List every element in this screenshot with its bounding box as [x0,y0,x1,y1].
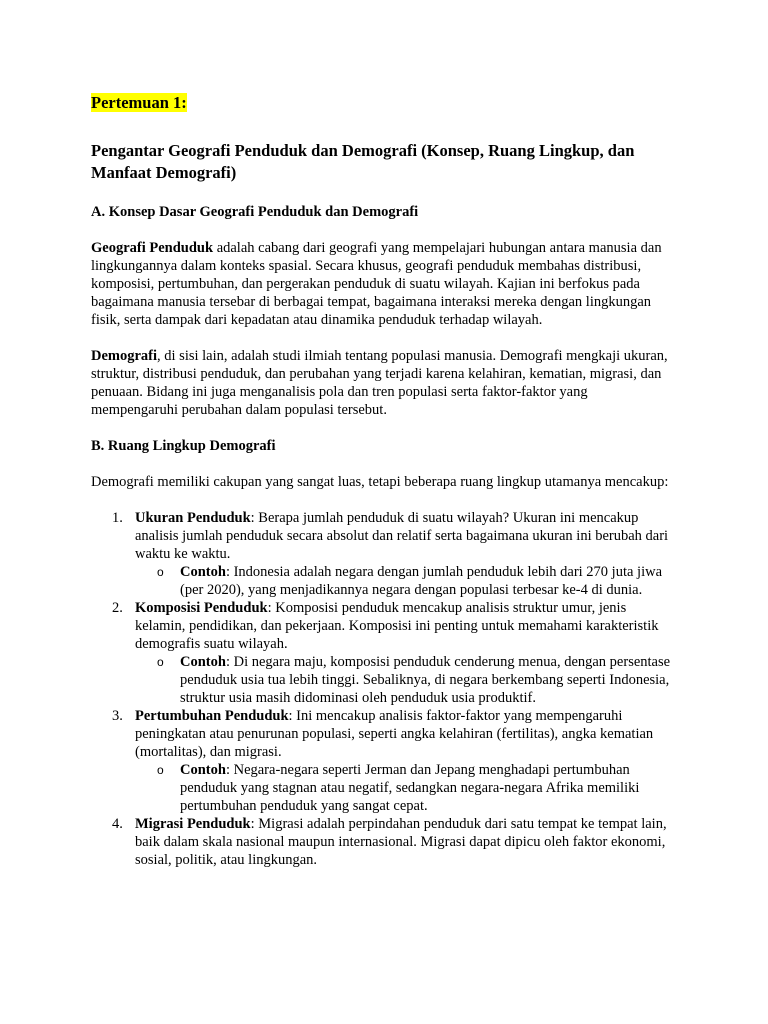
example-list [135,653,676,707]
term-demografi: Demografi [91,348,158,364]
list-item-text: : Komposisi penduduk mencakup analisis struktur umur, jenis kelamin, pendidikan, dan pekerjaan. Komposisi ini penting untuk memahami karakteristik demografis suatu wilayah. [135,600,659,652]
example-term: Contoh [180,654,226,670]
list-item-term: Pertumbuhan Penduduk [135,708,289,724]
meeting-label-highlight: Pertemuan 1: [91,93,187,112]
document-title: Pengantar Geografi Penduduk dan Demografi (Konsep, Ruang Lingkup, dan Manfaat Demografi) [91,141,635,182]
list-item [112,815,676,869]
list-item-number: 2. [112,600,123,616]
section-b-intro: Demografi memiliki cakupan yang sangat luas, tetapi beberapa ruang lingkup utamanya mencakup: [91,474,669,490]
list-item-term: Migrasi Penduduk [135,816,251,832]
term-geografi-penduduk: Geografi Penduduk [91,240,214,256]
section-a-heading: A. Konsep Dasar Geografi Penduduk dan Demografi [91,204,419,220]
example-text: : Negara-negara seperti Jerman dan Jepang menghadapi pertumbuhan penduduk yang stagnan atau negatif, sedangkan negara-negara Afrika memiliki pertumbuhan penduduk yang sangat cepat. [180,762,640,814]
example-item [157,563,676,599]
paragraph-demografi-text: , di sisi lain, adalah studi ilmiah tentang populasi manusia. Demografi mengkaji ukuran, struktur, distribusi penduduk, dan perubahan yang terjadi karena kelahiran, kematian, migrasi, dan penuaan. Bidang ini juga menganalisis pola dan tren populasi serta faktor-faktor yang mempengaruhi perubahan dalam populasi tersebut. [91,348,668,418]
example-list [135,563,676,599]
scope-list [91,509,676,869]
list-item [112,599,676,707]
section-b-heading: B. Ruang Lingkup Demografi [91,438,276,454]
bullet-icon: o [157,655,164,669]
paragraph-geografi-penduduk-text: adalah cabang dari geografi yang mempelajari hubungan antara manusia dan lingkungannya dalam konteks spasial. Secara khusus, geografi penduduk membahas distribusi, komposisi, pertumbuhan, dan pergerakan penduduk di suatu wilayah. Kajian ini berfokus pada bagaimana manusia tersebar di berbagai tempat, bagaimana interaksi mereka dengan lingkungan fisik, serta dampak dari kepadatan atau dinamika penduduk terhadap wilayah. [91,240,662,328]
list-item [112,509,676,599]
list-item-text: : Berapa jumlah penduduk di suatu wilayah? Ukuran ini mencakup analisis jumlah penduduk secara absolut dan relatif serta bagaimana ukuran ini berubah dari waktu ke waktu. [135,510,669,562]
list-item-term: Komposisi Penduduk [135,600,268,616]
example-list [135,761,676,815]
example-item [157,653,676,707]
paragraph-geografi-penduduk [91,239,676,329]
example-item [157,761,676,815]
list-item-number: 4. [112,816,123,832]
list-item-text: : Ini mencakup analisis faktor-faktor yang mempengaruhi peningkatan atau penurunan populasi, seperti angka kelahiran (fertilitas), angka kematian (mortalitas), dan migrasi. [135,708,654,760]
bullet-icon: o [157,763,164,777]
example-text: : Di negara maju, komposisi penduduk cenderung menua, dengan persentase penduduk usia tua lebih tinggi. Sebaliknya, di negara berkembang seperti Indonesia, struktur usia masih didominasi oleh penduduk usia produktif. [180,654,671,706]
example-text: : Indonesia adalah negara dengan jumlah penduduk lebih dari 270 juta jiwa (per 2020), yang menjadikannya negara dengan populasi terbesar ke-4 di dunia. [180,564,663,598]
list-item-text: : Migrasi adalah perpindahan penduduk dari satu tempat ke tempat lain, baik dalam skala nasional maupun internasional. Migrasi dapat dipicu oleh faktor ekonomi, sosial, politik, atau lingkungan. [135,816,667,868]
bullet-icon: o [157,565,164,579]
list-item-term: Ukuran Penduduk [135,510,251,526]
example-term: Contoh [180,762,226,778]
example-term: Contoh [180,564,226,580]
paragraph-demografi [91,347,676,419]
list-item-number: 1. [112,510,123,526]
list-item [112,707,676,815]
meeting-label [91,93,676,113]
list-item-number: 3. [112,708,123,724]
